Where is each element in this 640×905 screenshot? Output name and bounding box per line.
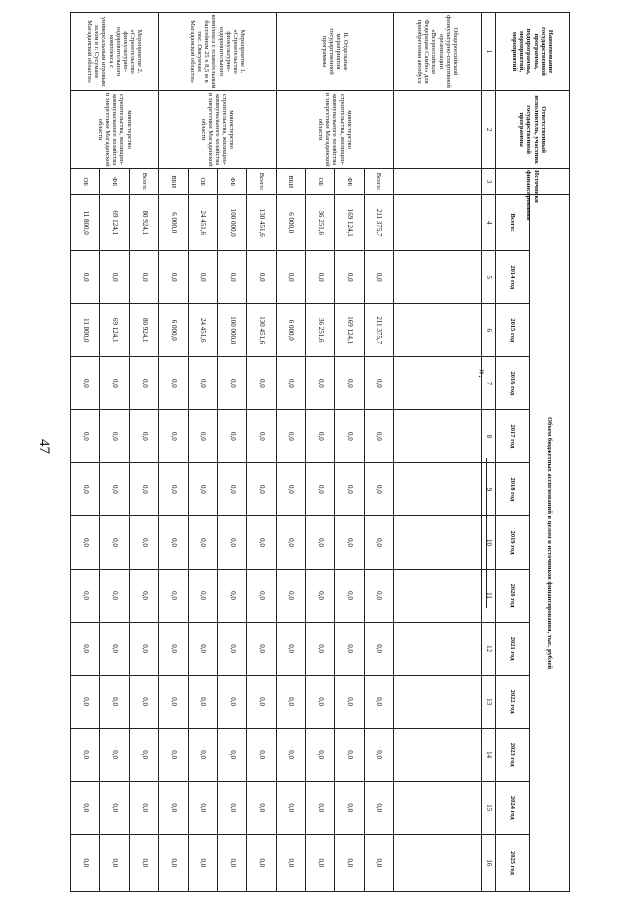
value-cell: 0,0 bbox=[129, 622, 158, 675]
value-cell: 0,0 bbox=[305, 463, 334, 516]
value-cell: 69 124,1 bbox=[100, 195, 129, 251]
value-cell: 0,0 bbox=[129, 675, 158, 728]
value-cell: 0,0 bbox=[188, 569, 217, 622]
value-cell: 0,0 bbox=[364, 781, 393, 834]
funding-source: ОБ bbox=[188, 169, 217, 195]
value-cell: 0,0 bbox=[247, 516, 276, 569]
value-cell: 0,0 bbox=[100, 251, 129, 304]
value-cell: 0,0 bbox=[217, 622, 246, 675]
value-cell: 0,0 bbox=[305, 622, 334, 675]
value-cell: 0,0 bbox=[129, 516, 158, 569]
value-cell: 211 375,7 bbox=[364, 304, 393, 357]
value-cell: 0,0 bbox=[71, 569, 101, 622]
value-cell: 0,0 bbox=[217, 357, 246, 410]
value-cell: 0,0 bbox=[71, 781, 101, 834]
empty-cell bbox=[393, 304, 481, 357]
value-cell: 0,0 bbox=[188, 781, 217, 834]
value-cell: 36 251,6 bbox=[305, 304, 334, 357]
column-number: 15 bbox=[482, 781, 496, 834]
value-cell: 0,0 bbox=[159, 357, 188, 410]
header-name: Наименование государственной программы, подпрограммы, мероприятий, мероприятий bbox=[496, 13, 570, 91]
value-cell: 0,0 bbox=[276, 463, 305, 516]
value-cell: 0,0 bbox=[217, 834, 246, 891]
value-cell: 0,0 bbox=[129, 834, 158, 891]
value-cell: 0,0 bbox=[305, 357, 334, 410]
empty-cell bbox=[393, 728, 481, 781]
value-cell: 211 375,7 bbox=[364, 195, 393, 251]
value-cell: 0,0 bbox=[217, 410, 246, 463]
value-cell: 0,0 bbox=[129, 569, 158, 622]
value-cell: 0,0 bbox=[335, 834, 364, 891]
header-year: 2015 год bbox=[496, 304, 530, 357]
value-cell: 0,0 bbox=[217, 251, 246, 304]
value-cell: 0,0 bbox=[71, 463, 101, 516]
value-cell: 0,0 bbox=[71, 516, 101, 569]
column-number: 2 bbox=[482, 91, 496, 169]
value-cell: 0,0 bbox=[100, 834, 129, 891]
funding-source: Всего: bbox=[364, 169, 393, 195]
empty-cell bbox=[393, 781, 481, 834]
value-cell: 0,0 bbox=[247, 410, 276, 463]
value-cell: 0,0 bbox=[276, 357, 305, 410]
value-cell: 0,0 bbox=[100, 357, 129, 410]
header-year: 2022 год bbox=[496, 675, 530, 728]
value-cell: 0,0 bbox=[335, 251, 364, 304]
value-cell: 0,0 bbox=[305, 781, 334, 834]
value-cell: 0,0 bbox=[247, 569, 276, 622]
value-cell: 0,0 bbox=[159, 675, 188, 728]
column-number: 11 bbox=[482, 569, 496, 622]
value-cell: 0,0 bbox=[247, 251, 276, 304]
column-number: 12 bbox=[482, 622, 496, 675]
header-year: 2014 год bbox=[496, 251, 530, 304]
funding-source: ВБИ bbox=[159, 169, 188, 195]
header-year: 2024 год bbox=[496, 781, 530, 834]
value-cell: 0,0 bbox=[159, 834, 188, 891]
value-cell: 100 000,0 bbox=[217, 195, 246, 251]
value-cell: 0,0 bbox=[100, 463, 129, 516]
activity-name: II. Отдельные мероприятия государственной программы bbox=[276, 13, 393, 91]
value-cell: 0,0 bbox=[305, 834, 334, 891]
value-cell: 0,0 bbox=[305, 251, 334, 304]
column-number: 4 bbox=[482, 195, 496, 251]
header-year: 2023 год bbox=[496, 728, 530, 781]
column-number: 16 bbox=[482, 834, 496, 891]
value-cell: 0,0 bbox=[217, 516, 246, 569]
empty-cell bbox=[393, 622, 481, 675]
empty-cell bbox=[393, 516, 481, 569]
empty-cell bbox=[393, 357, 481, 410]
funding-source: ВБИ bbox=[276, 169, 305, 195]
value-cell: 0,0 bbox=[100, 728, 129, 781]
column-number: 7 bbox=[482, 357, 496, 410]
value-cell: 0,0 bbox=[335, 728, 364, 781]
table-row bbox=[393, 13, 481, 892]
value-cell: 0,0 bbox=[305, 569, 334, 622]
header-year: 2025 год bbox=[496, 834, 530, 891]
value-cell: 0,0 bbox=[364, 675, 393, 728]
header-year: 2018 год bbox=[496, 463, 530, 516]
value-cell: 0,0 bbox=[364, 622, 393, 675]
value-cell: 0,0 bbox=[129, 463, 158, 516]
value-cell: 0,0 bbox=[335, 781, 364, 834]
empty-cell bbox=[393, 195, 481, 251]
empty-cell bbox=[393, 251, 481, 304]
value-cell: 0,0 bbox=[129, 357, 158, 410]
value-cell: 0,0 bbox=[276, 516, 305, 569]
header-year: 2019 год bbox=[496, 516, 530, 569]
value-cell: 0,0 bbox=[71, 834, 101, 891]
activity-name: Мероприятие 2. «Строительство физкультурно-оздоровительного комплекса с универсальным игровым залом в г. Сусумане Магаданской области» bbox=[71, 13, 159, 91]
column-number: 5 bbox=[482, 251, 496, 304]
value-cell: 0,0 bbox=[247, 834, 276, 891]
value-cell: 0,0 bbox=[159, 463, 188, 516]
column-number: 13 bbox=[482, 675, 496, 728]
rotated-table-container bbox=[70, 12, 570, 892]
value-cell: 0,0 bbox=[159, 781, 188, 834]
value-cell: 0,0 bbox=[335, 357, 364, 410]
value-cell: 69 124,1 bbox=[100, 304, 129, 357]
value-cell: 0,0 bbox=[159, 516, 188, 569]
value-cell: 0,0 bbox=[129, 781, 158, 834]
value-cell: 0,0 bbox=[247, 728, 276, 781]
value-cell: 0,0 bbox=[276, 781, 305, 834]
value-cell: 0,0 bbox=[276, 251, 305, 304]
table-row bbox=[247, 13, 276, 892]
table-row bbox=[129, 13, 158, 892]
value-cell: 0,0 bbox=[247, 781, 276, 834]
empty-cell bbox=[393, 169, 481, 195]
value-cell: 0,0 bbox=[247, 675, 276, 728]
value-cell: 0,0 bbox=[364, 834, 393, 891]
funding-source: ФБ bbox=[100, 169, 129, 195]
column-number: 1 bbox=[482, 13, 496, 91]
header-year: 2020 год bbox=[496, 569, 530, 622]
value-cell: 0,0 bbox=[364, 251, 393, 304]
executor bbox=[393, 91, 481, 169]
value-cell: 0,0 bbox=[129, 410, 158, 463]
value-cell: 0,0 bbox=[364, 410, 393, 463]
empty-cell bbox=[393, 675, 481, 728]
value-cell: 80 924,1 bbox=[129, 195, 158, 251]
value-cell: 0,0 bbox=[100, 622, 129, 675]
table-row bbox=[364, 13, 393, 892]
value-cell: 0,0 bbox=[71, 357, 101, 410]
value-cell: 0,0 bbox=[188, 675, 217, 728]
value-cell: 0,0 bbox=[364, 357, 393, 410]
executor: министерство строительства, жилищно-коммунального хозяйства и энергетики Магаданской области bbox=[159, 91, 276, 169]
value-cell: 0,0 bbox=[276, 834, 305, 891]
value-cell: 0,0 bbox=[276, 569, 305, 622]
header-volume: Объем бюджетных ассигнований в целом и источников финансирования, тыс. рублей bbox=[530, 195, 570, 892]
value-cell: 0,0 bbox=[100, 675, 129, 728]
value-cell: 0,0 bbox=[188, 463, 217, 516]
value-cell: 0,0 bbox=[100, 516, 129, 569]
column-number: 8 bbox=[482, 410, 496, 463]
column-number: 6 bbox=[482, 304, 496, 357]
column-number: 9 bbox=[482, 463, 496, 516]
value-cell: 0,0 bbox=[364, 728, 393, 781]
value-cell: 100 000,0 bbox=[217, 304, 246, 357]
value-cell: 0,0 bbox=[335, 569, 364, 622]
funding-source: ФБ bbox=[335, 169, 364, 195]
header-source: Источники финансирования bbox=[496, 169, 570, 195]
value-cell: 0,0 bbox=[188, 834, 217, 891]
value-cell: 24 451,6 bbox=[188, 195, 217, 251]
column-number: 3 bbox=[482, 169, 496, 195]
funding-source: ОБ bbox=[71, 169, 101, 195]
value-cell: 11 800,0 bbox=[71, 304, 101, 357]
value-cell: 0,0 bbox=[217, 463, 246, 516]
value-cell: 169 124,1 bbox=[335, 304, 364, 357]
closing-mark: ». bbox=[476, 369, 490, 378]
funding-source: ОБ bbox=[305, 169, 334, 195]
activity-name: Общероссийской физкультурно-спортивной организации «Всероссийская Федерация Самбо» для приобретения автобуса bbox=[393, 13, 481, 91]
value-cell: 0,0 bbox=[335, 675, 364, 728]
value-cell: 0,0 bbox=[188, 622, 217, 675]
value-cell: 0,0 bbox=[71, 622, 101, 675]
value-cell: 0,0 bbox=[276, 410, 305, 463]
value-cell: 0,0 bbox=[305, 728, 334, 781]
header-total: Всего: bbox=[496, 195, 530, 251]
executor: министерство строительства, жилищно-коммунального хозяйства и энергетики Магаданской области bbox=[71, 91, 159, 169]
value-cell: 0,0 bbox=[159, 410, 188, 463]
value-cell: 0,0 bbox=[71, 728, 101, 781]
value-cell: 0,0 bbox=[188, 251, 217, 304]
value-cell: 6 000,0 bbox=[159, 304, 188, 357]
value-cell: 0,0 bbox=[364, 516, 393, 569]
value-cell: 0,0 bbox=[305, 410, 334, 463]
value-cell: 0,0 bbox=[159, 251, 188, 304]
value-cell: 0,0 bbox=[217, 781, 246, 834]
value-cell: 0,0 bbox=[71, 251, 101, 304]
value-cell: 0,0 bbox=[335, 410, 364, 463]
column-number: 14 bbox=[482, 728, 496, 781]
value-cell: 0,0 bbox=[159, 622, 188, 675]
value-cell: 0,0 bbox=[276, 622, 305, 675]
value-cell: 24 451,6 bbox=[188, 304, 217, 357]
funding-source: ФБ bbox=[217, 169, 246, 195]
value-cell: 0,0 bbox=[188, 357, 217, 410]
value-cell: 0,0 bbox=[71, 675, 101, 728]
value-cell: 0,0 bbox=[364, 463, 393, 516]
value-cell: 0,0 bbox=[335, 516, 364, 569]
page-number: 47 bbox=[36, 439, 52, 454]
value-cell: 169 124,1 bbox=[335, 195, 364, 251]
empty-cell bbox=[393, 834, 481, 891]
column-number: 10 bbox=[482, 516, 496, 569]
value-cell: 0,0 bbox=[217, 569, 246, 622]
value-cell: 0,0 bbox=[217, 728, 246, 781]
value-cell: 0,0 bbox=[276, 728, 305, 781]
value-cell: 80 924,1 bbox=[129, 304, 158, 357]
value-cell: 0,0 bbox=[71, 410, 101, 463]
value-cell: 130 451,6 bbox=[247, 304, 276, 357]
value-cell: 0,0 bbox=[276, 675, 305, 728]
header-year: 2017 год bbox=[496, 410, 530, 463]
funding-table bbox=[70, 12, 570, 892]
value-cell: 6 000,0 bbox=[159, 195, 188, 251]
header-year: 2016 год bbox=[496, 357, 530, 410]
value-cell: 0,0 bbox=[159, 728, 188, 781]
value-cell: 0,0 bbox=[129, 251, 158, 304]
value-cell: 0,0 bbox=[100, 569, 129, 622]
empty-cell bbox=[393, 463, 481, 516]
value-cell: 0,0 bbox=[159, 569, 188, 622]
value-cell: 0,0 bbox=[335, 463, 364, 516]
value-cell: 6 000,0 bbox=[276, 195, 305, 251]
executor: министерство строительства, жилищно-коммунального хозяйства и энергетики Магаданской области bbox=[276, 91, 393, 169]
value-cell: 0,0 bbox=[247, 463, 276, 516]
value-cell: 0,0 bbox=[188, 410, 217, 463]
value-cell: 0,0 bbox=[305, 516, 334, 569]
empty-cell bbox=[393, 569, 481, 622]
value-cell: 0,0 bbox=[100, 781, 129, 834]
value-cell: 0,0 bbox=[364, 569, 393, 622]
value-cell: 0,0 bbox=[335, 622, 364, 675]
value-cell: 0,0 bbox=[247, 357, 276, 410]
value-cell: 130 451,6 bbox=[247, 195, 276, 251]
value-cell: 0,0 bbox=[188, 516, 217, 569]
header-executor: Ответственный исполнитель, участник государственной программы bbox=[496, 91, 570, 169]
value-cell: 36 251,6 bbox=[305, 195, 334, 251]
value-cell: 6 000,0 bbox=[276, 304, 305, 357]
value-cell: 11 800,0 bbox=[71, 195, 101, 251]
value-cell: 0,0 bbox=[129, 728, 158, 781]
value-cell: 0,0 bbox=[247, 622, 276, 675]
activity-name: Мероприятие 1. «Строительство физкультурно-оздоровительного комплекса с плавательным бассейном 25 х 8,5 м в пос. Омсукчан Магаданской области» bbox=[159, 13, 276, 91]
funding-source: Всего: bbox=[247, 169, 276, 195]
header-year: 2021 год bbox=[496, 622, 530, 675]
value-cell: 0,0 bbox=[217, 675, 246, 728]
value-cell: 0,0 bbox=[100, 410, 129, 463]
value-cell: 0,0 bbox=[188, 728, 217, 781]
value-cell: 0,0 bbox=[305, 675, 334, 728]
empty-cell bbox=[393, 410, 481, 463]
funding-source: Всего: bbox=[129, 169, 158, 195]
